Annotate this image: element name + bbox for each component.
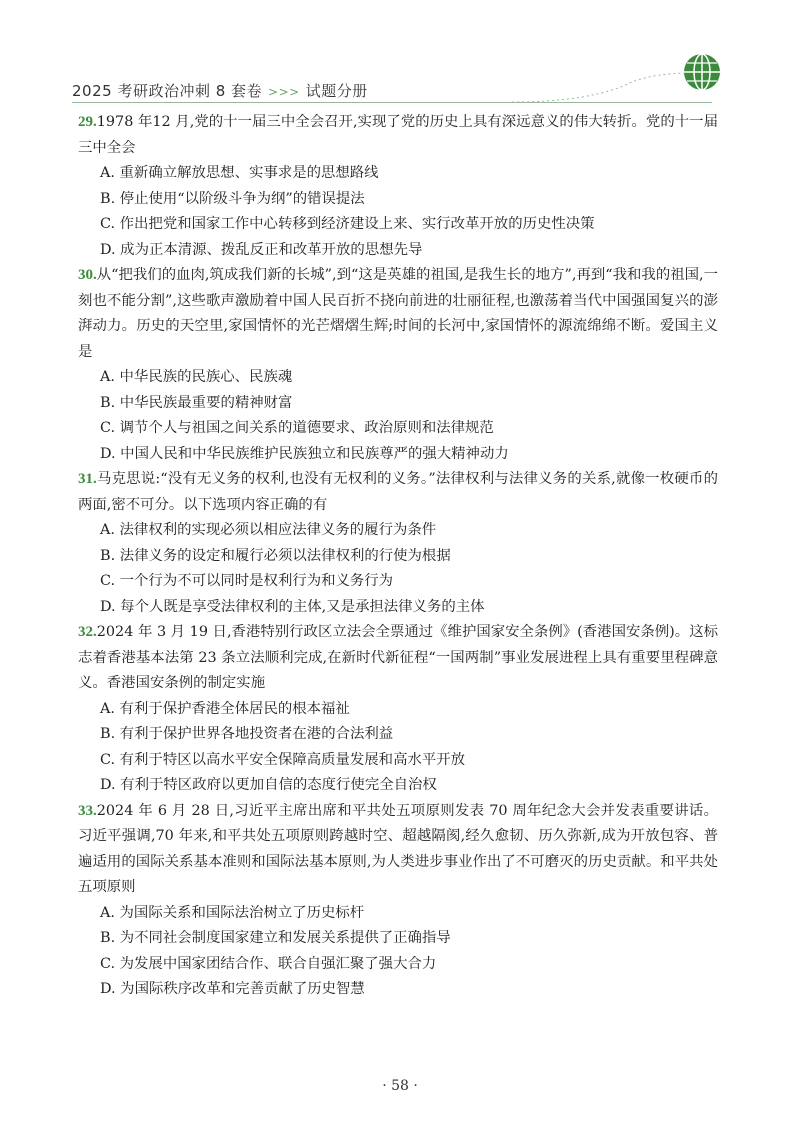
question-number: 31.: [78, 471, 97, 487]
option-d: D. 每个人既是享受法律权利的主体,又是承担法律义务的主体: [100, 598, 485, 615]
header-separator: >>>: [268, 85, 300, 99]
option-a: A. 有利于保护香港全体居民的根本福祉: [100, 700, 350, 717]
question-number: 29.: [78, 114, 97, 130]
option-a: A. 中华民族的民族心、民族魂: [100, 369, 293, 385]
option-c: C. 一个行为不可以同时是权利行为和义务行为: [100, 573, 394, 589]
question-stem: [78, 799, 718, 901]
option-a: A. 重新确立解放思想、实事求是的思想路线: [100, 165, 379, 181]
question-text: 从“把我们的血肉,筑成我们新的长城”,到“这是英雄的祖国,是我生长的地方”,再到“我和我的祖国,一刻也不能分割”,这些歌声激励着中国人民百折不挠向前进的壮丽征程,也激荡着当代中国强国复兴的澎湃动力。历史的天空里,家国情怀的光芒熠熠生辉;时间的长河中,家国情怀的源流绵绵不断。爱国主义是: [78, 267, 718, 360]
option-b: B. 有利于保护世界各地投资者在港的合法利益: [100, 726, 394, 742]
question-stem: [78, 263, 718, 365]
question-number: 30.: [78, 267, 97, 283]
question-stem: [78, 110, 718, 161]
option-d: D. 有利于特区政府以更加自信的态度行使完全自治权: [100, 777, 437, 793]
question-33: [78, 799, 718, 1003]
question-text: 2024 年 3 月 19 日,香港特别行政区立法会全票通过《维护国家安全条例》(香港国安条例)。这标志着香港基本法第 23 条立法顺利完成,在新时代新征程“一国两制”事业发展进程上具有重要里程碑意义。香港国安条例的制定实施: [78, 624, 718, 691]
option-b: B. 停止使用“以阶级斗争为纲”的错误提法: [100, 190, 365, 207]
option-b: B. 中华民族最重要的精神财富: [100, 394, 293, 411]
question-32: [78, 620, 718, 799]
book-title: 2025 考研政治冲刺 8 套卷: [72, 82, 263, 100]
question-text: 马克思说:“没有无义务的权利,也没有无权利的义务。”法律权利与法律义务的关系,就像一枚硬币的两面,密不可分。以下选项内容正确的有: [78, 471, 718, 513]
question-number: 32.: [78, 624, 97, 640]
option-c: C. 调节个人与祖国之间关系的道德要求、政治原则和法律规范: [100, 420, 494, 436]
globe-logo-icon: [682, 52, 722, 92]
question-29: [78, 110, 718, 263]
question-text: 1978 年12 月,党的十一届三中全会召开,实现了党的历史上具有深远意义的伟大转折。党的十一届三中全会: [78, 114, 718, 156]
option-b: B. 法律义务的设定和履行必须以法律权利的行使为根据: [100, 547, 451, 564]
question-text: 2024 年 6 月 28 日,习近平主席出席和平共处五项原则发表 70 周年纪念大会并发表重要讲话。习近平强调,70 年来,和平共处五项原则跨越时空、超越隔阂,经久愈韧、历久弥新,成为开放包容、普遍适用的国际关系基本准则和国际法基本原则,为人类进步事业作出了不可磨灭的历史贡献。和平共处五项原则: [78, 802, 718, 895]
question-31: [78, 467, 718, 620]
page-number: · 58 ·: [382, 1078, 418, 1094]
section-title: 试题分册: [305, 82, 368, 100]
header-title: [72, 80, 368, 101]
question-stem: [78, 467, 718, 518]
option-d: D. 中国人民和中华民族维护民族独立和民族尊严的强大精神动力: [100, 445, 509, 462]
option-c: C. 为发展中国家团结合作、联合自强汇聚了强大合力: [100, 955, 437, 972]
question-number: 33.: [78, 802, 97, 819]
question-stem: [78, 620, 718, 697]
option-d: D. 为国际秩序改革和完善贡献了历史智慧: [100, 981, 365, 997]
option-c: C. 作出把党和国家工作中心转移到经济建设上来、实行改革开放的历史性决策: [100, 216, 595, 232]
option-d: D. 成为正本清源、拨乱反正和改革开放的思想先导: [100, 241, 423, 258]
option-a: A. 为国际关系和国际法治树立了历史标杆: [100, 904, 365, 921]
running-header: [72, 74, 732, 102]
question-30: [78, 263, 718, 467]
question-list: [78, 110, 718, 1003]
option-a: A. 法律权利的实现必须以相应法律义务的履行为条件: [100, 522, 437, 538]
header-rule: [72, 102, 712, 103]
option-b: B. 为不同社会制度国家建立和发展关系提供了正确指导: [100, 930, 451, 946]
option-c: C. 有利于特区以高水平安全保障高质量发展和高水平开放: [100, 751, 466, 768]
